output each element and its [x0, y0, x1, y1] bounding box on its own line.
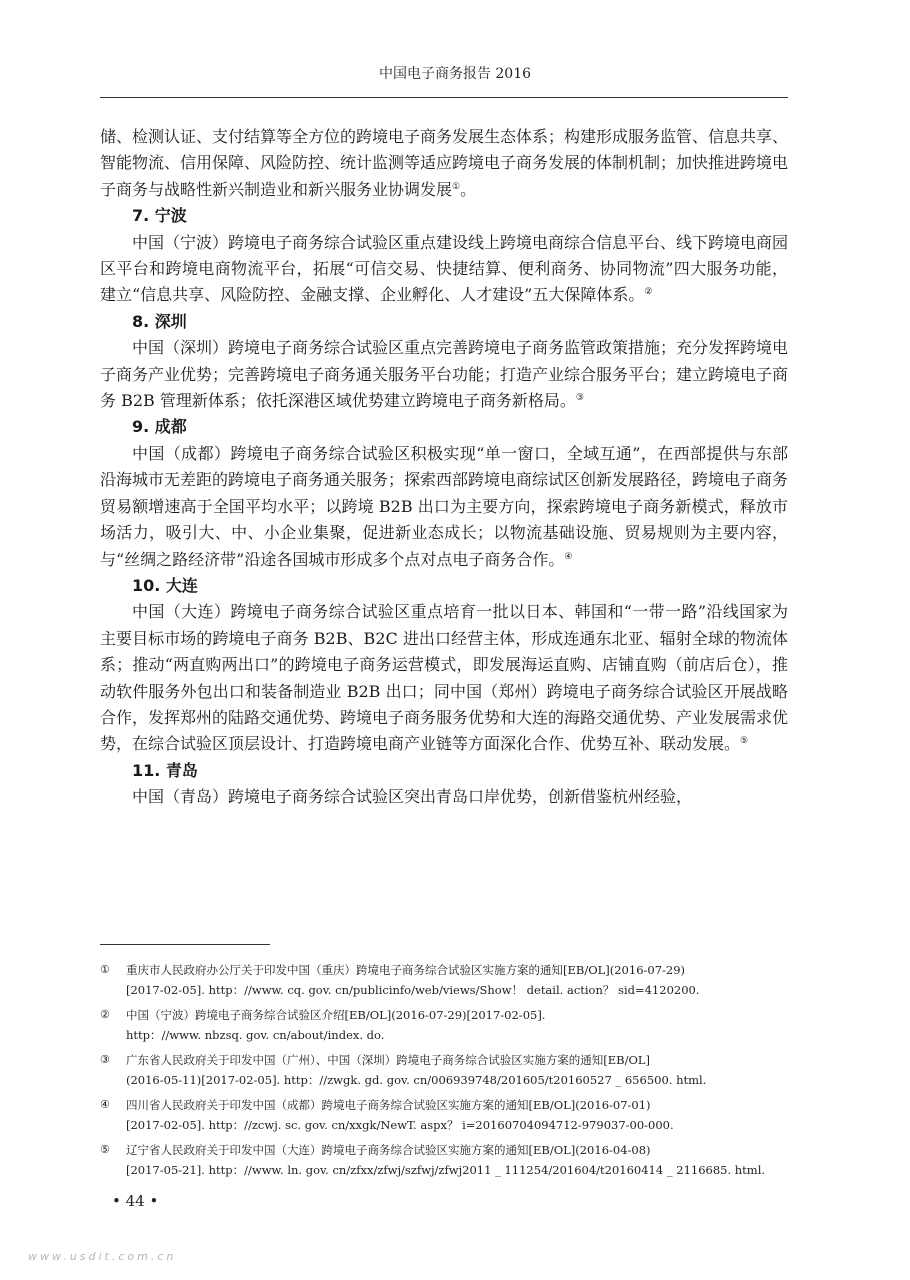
footnotes: [100, 960, 790, 1185]
section-heading-shenzhen: 8. 深圳: [132, 311, 187, 331]
footnote-url[interactable]: [2017-02-05]. http：//zcwj. sc. gov. cn/xxgk/NewT. aspx？ i=20160704094712-979037-00-000.: [126, 1118, 674, 1132]
footnote-ref[interactable]: ③: [575, 393, 584, 404]
page-number: • 44 •: [112, 1192, 159, 1210]
section-heading-dalian: 10. 大连: [132, 575, 198, 595]
footnote-url[interactable]: (2016-05-11)[2017-02-05]. http：//zwgk. gd. gov. cn/006939748/201605/t20160527 _ 656500. html.: [126, 1073, 707, 1087]
footnote-text: 辽宁省人民政府关于印发中国（大连）跨境电子商务综合试验区实施方案的通知[EB/OL](2016-04-08): [126, 1143, 651, 1157]
intro-paragraph: 储、检测认证、支付结算等全方位的跨境电子商务发展生态体系；构建形成服务监管、信息共享、智能物流、信用保障、风险防控、统计监测等适应跨境电子商务发展的体制机制；加快推进跨境电子商务与战略性新兴制造业和新兴服务业协调发展①。: [100, 127, 789, 199]
body-text: [100, 124, 788, 811]
footnote-3: [100, 1050, 790, 1090]
footnote-url[interactable]: [2017-02-05]. http：//www. cq. gov. cn/publicinfo/web/views/Show！ detail. action？ sid=4120200.: [126, 983, 700, 997]
footnote-1: [100, 960, 790, 1000]
footnote-number: ③: [100, 1053, 110, 1066]
footnote-number: ④: [100, 1098, 110, 1111]
section-heading-chengdu: 9. 成都: [132, 417, 187, 437]
footnote-text: 中国（宁波）跨境电子商务综合试验区介绍[EB/OL](2016-07-29)[2017-02-05].: [126, 1008, 546, 1022]
footnote-ref[interactable]: ①: [452, 181, 461, 192]
footnote-number: ①: [100, 963, 110, 976]
footnote-rule: [100, 944, 270, 945]
footnote-text: 四川省人民政府关于印发中国（成都）跨境电子商务综合试验区实施方案的通知[EB/OL](2016-07-01): [126, 1098, 651, 1112]
footnote-ref[interactable]: ⑤: [740, 736, 749, 747]
section-paragraph-ningbo: 中国（宁波）跨境电子商务综合试验区重点建设线上跨境电商综合信息平台、线下跨境电商园区平台和跨境电商物流平台，拓展“可信交易、快捷结算、便利商务、协同物流”四大服务功能，建立“信息共享、风险防控、金融支撑、企业孵化、人才建设”五大保障体系。②: [100, 232, 789, 305]
footnote-5: [100, 1140, 790, 1180]
section-paragraph-qingdao: 中国（青岛）跨境电子商务综合试验区突出青岛口岸优势，创新借鉴杭州经验，: [132, 787, 693, 807]
footnote-2: [100, 1005, 790, 1045]
footnote-number: ⑤: [100, 1143, 110, 1156]
running-header: 中国电子商务报告 2016: [378, 66, 532, 82]
section-heading-qingdao: 11. 青岛: [132, 760, 198, 780]
footnote-url[interactable]: http：//www. nbzsq. gov. cn/about/index. do.: [126, 1028, 385, 1042]
watermark-text: www.usdit.com.cn: [28, 1250, 177, 1263]
footnote-number: ②: [100, 1008, 110, 1021]
footnote-text: 重庆市人民政府办公厅关于印发中国（重庆）跨境电子商务综合试验区实施方案的通知[EB/OL](2016-07-29): [126, 963, 686, 977]
section-paragraph-chengdu: 中国（成都）跨境电子商务综合试验区积极实现“单一窗口，全域互通”，在西部提供与东部沿海城市无差距的跨境电子商务通关服务；探索西部跨境电商综试区创新发展路径，跨境电子商务贸易额增速高于全国平均水平；以跨境 B2B 出口为主要方向，探索跨境电子商务新模式，释放市场活力，吸引大、中、小企业集聚，促进新业态成长；以物流基础设施、贸易规则为主要内容，与“丝绸之路经济带”沿途各国城市形成多个点对点电子商务合作。④: [100, 443, 789, 569]
section-heading-ningbo: 7. 宁波: [132, 206, 187, 226]
footnote-text: 广东省人民政府关于印发中国（广州）、中国（深圳）跨境电子商务综合试验区实施方案的通知[EB/OL]: [126, 1053, 651, 1067]
footnote-ref[interactable]: ④: [564, 551, 573, 562]
header-rule: [100, 97, 788, 98]
footnote-ref[interactable]: ②: [644, 287, 653, 298]
footnote-4: [100, 1095, 790, 1135]
section-paragraph-shenzhen: 中国（深圳）跨境电子商务综合试验区重点完善跨境电子商务监管政策措施；充分发挥跨境电子商务产业优势；完善跨境电子商务通关服务平台功能；打造产业综合服务平台；建立跨境电子商务 B2B 管理新体系；依托深港区域优势建立跨境电子商务新格局。③: [100, 338, 789, 411]
footnote-url[interactable]: [2017-05-21]. http：//www. ln. gov. cn/zfxx/zfwj/szfwj/zfwj2011 _ 111254/201604/t20160414 _ 2116685. html.: [126, 1163, 766, 1177]
section-paragraph-dalian: 中国（大连）跨境电子商务综合试验区重点培育一批以日本、韩国和“一带一路”沿线国家为主要目标市场的跨境电子商务 B2B、B2C 进出口经营主体，形成连通东北亚、辐射全球的物流体系；推动“两直购两出口”的跨境电子商务运营模式，即发展海运直购、店铺直购（前店后仓），推动软件服务外包出口和装备制造业 B2B 出口；同中国（郑州）跨境电子商务综合试验区开展战略合作，发挥郑州的陆路交通优势、跨境电子商务服务优势和大连的海路交通优势、产业发展需求优势，在综合试验区顶层设计、打造跨境电商产业链等方面深化合作、优势互补、联动发展。⑤: [100, 602, 789, 754]
